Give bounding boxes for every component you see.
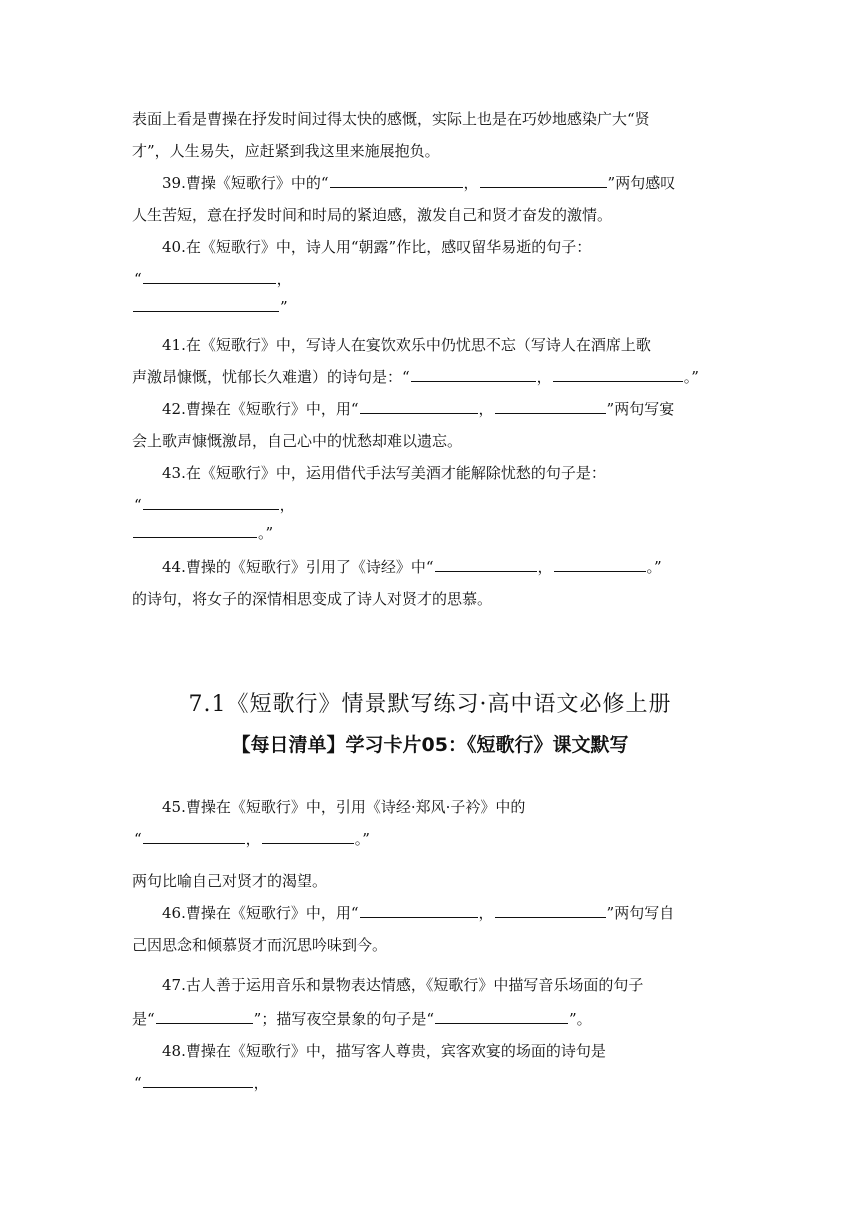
comma: ， xyxy=(279,496,295,514)
question-48: 48.曹操在《短歌行》中，描写客人尊贵，宾客欢宴的场面的诗句是 xyxy=(162,1042,606,1060)
answer-blank[interactable] xyxy=(330,172,463,188)
answer-blank[interactable] xyxy=(553,366,683,382)
close-quote: 。” xyxy=(258,524,274,542)
question-39 xyxy=(162,172,762,194)
question-47: 47.古人善于运用音乐和景物表达情感，《短歌行》中描写音乐场面的句子 xyxy=(162,976,644,994)
question-44 xyxy=(162,556,762,578)
answer-blank[interactable] xyxy=(133,522,257,538)
question-text: 。” xyxy=(646,558,662,576)
answer-blank[interactable] xyxy=(143,1072,253,1088)
answer-blank[interactable] xyxy=(133,296,279,312)
question-45: 45.曹操在《短歌行》中，引用《诗经·郑风·子衿》中的 xyxy=(162,798,526,816)
question-40-answer-2 xyxy=(132,296,732,318)
question-text: 。” xyxy=(683,368,699,386)
question-text: 是“ xyxy=(132,1010,155,1028)
close-quote: 。” xyxy=(354,830,370,848)
question-text: ， xyxy=(537,558,553,576)
comma: ， xyxy=(276,270,292,288)
question-39-line-2: 人生苦短，意在抒发时间和时局的紧迫感，激发自己和贤才奋发的激情。 xyxy=(132,206,613,224)
question-42-line-2: 会上歌声慷慨激昂，自己心中的忧愁却难以遗忘。 xyxy=(132,432,463,450)
answer-blank[interactable] xyxy=(156,1008,253,1024)
answer-blank[interactable] xyxy=(435,1008,568,1024)
section-title: 7.1《短歌行》情景默写练习·高中语文必修上册 xyxy=(188,692,672,717)
section-subtitle: 【每日清单】学习卡片05：《短歌行》课文默写 xyxy=(231,734,629,756)
question-text: ”两句写宴 xyxy=(606,400,675,418)
question-text: ”；描写夜空景象的句子是“ xyxy=(253,1010,435,1028)
question-40-answer-1 xyxy=(134,268,734,290)
open-quote: “ xyxy=(134,496,142,514)
question-text: ， xyxy=(478,400,494,418)
question-43-answer-2 xyxy=(132,522,732,544)
question-text: ， xyxy=(536,368,552,386)
question-45-answer xyxy=(134,828,734,850)
question-text: ”。 xyxy=(569,1010,592,1028)
question-44-line-2: 的诗句，将女子的深情相思变成了诗人对贤才的思慕。 xyxy=(132,590,493,608)
answer-blank[interactable] xyxy=(262,828,354,844)
intro-line-2: 才”，人生易失，应赶紧到我这里来施展抱负。 xyxy=(132,142,440,160)
question-text: ”两句写自 xyxy=(606,904,675,922)
question-46-line-2: 己因思念和倾慕贤才而沉思吟味到今。 xyxy=(132,936,388,954)
question-text: ， xyxy=(463,174,479,192)
question-text: 44.曹操的《短歌行》引用了《诗经》中“ xyxy=(162,558,434,576)
answer-blank[interactable] xyxy=(143,494,279,510)
question-text: 39.曹操《短歌行》中的“ xyxy=(162,174,329,192)
question-41-line-2 xyxy=(132,366,732,388)
intro-line-1: 表面上看是曹操在抒发时间过得太快的感慨，实际上也是在巧妙地感染广大“贤 xyxy=(132,110,650,128)
answer-blank[interactable] xyxy=(495,398,606,414)
open-quote: “ xyxy=(134,830,142,848)
question-text: 声激昂慷慨，忧郁长久难遣）的诗句是：“ xyxy=(132,368,410,386)
answer-blank[interactable] xyxy=(360,902,478,918)
question-48-answer-1 xyxy=(134,1072,734,1094)
question-42 xyxy=(162,398,762,420)
question-43-answer-1 xyxy=(134,494,734,516)
question-text: 46.曹操在《短歌行》中，用“ xyxy=(162,904,359,922)
question-47-line-2 xyxy=(132,1008,732,1030)
answer-blank[interactable] xyxy=(435,556,537,572)
answer-blank[interactable] xyxy=(495,902,606,918)
question-41: 41.在《短歌行》中，写诗人在宴饮欢乐中仍忧思不忘（写诗人在酒席上歌 xyxy=(162,336,651,354)
answer-blank[interactable] xyxy=(554,556,646,572)
comma: ， xyxy=(253,1074,269,1092)
close-quote: ” xyxy=(280,298,288,316)
answer-blank[interactable] xyxy=(360,398,478,414)
question-40: 40.在《短歌行》中，诗人用“朝露”作比，感叹留华易逝的句子： xyxy=(162,238,592,256)
answer-blank[interactable] xyxy=(480,172,607,188)
open-quote: “ xyxy=(134,270,142,288)
answer-blank[interactable] xyxy=(143,828,245,844)
question-text: ， xyxy=(245,830,261,848)
question-46 xyxy=(162,902,762,924)
question-text: ， xyxy=(478,904,494,922)
question-text: ”两句感叹 xyxy=(607,174,676,192)
question-43: 43.在《短歌行》中，运用借代手法写美酒才能解除忧愁的句子是： xyxy=(162,464,606,482)
answer-blank[interactable] xyxy=(143,268,276,284)
question-45-line-3: 两句比喻自己对贤才的渴望。 xyxy=(132,872,328,890)
question-text: 42.曹操在《短歌行》中，用“ xyxy=(162,400,359,418)
answer-blank[interactable] xyxy=(411,366,536,382)
open-quote: “ xyxy=(134,1074,142,1092)
